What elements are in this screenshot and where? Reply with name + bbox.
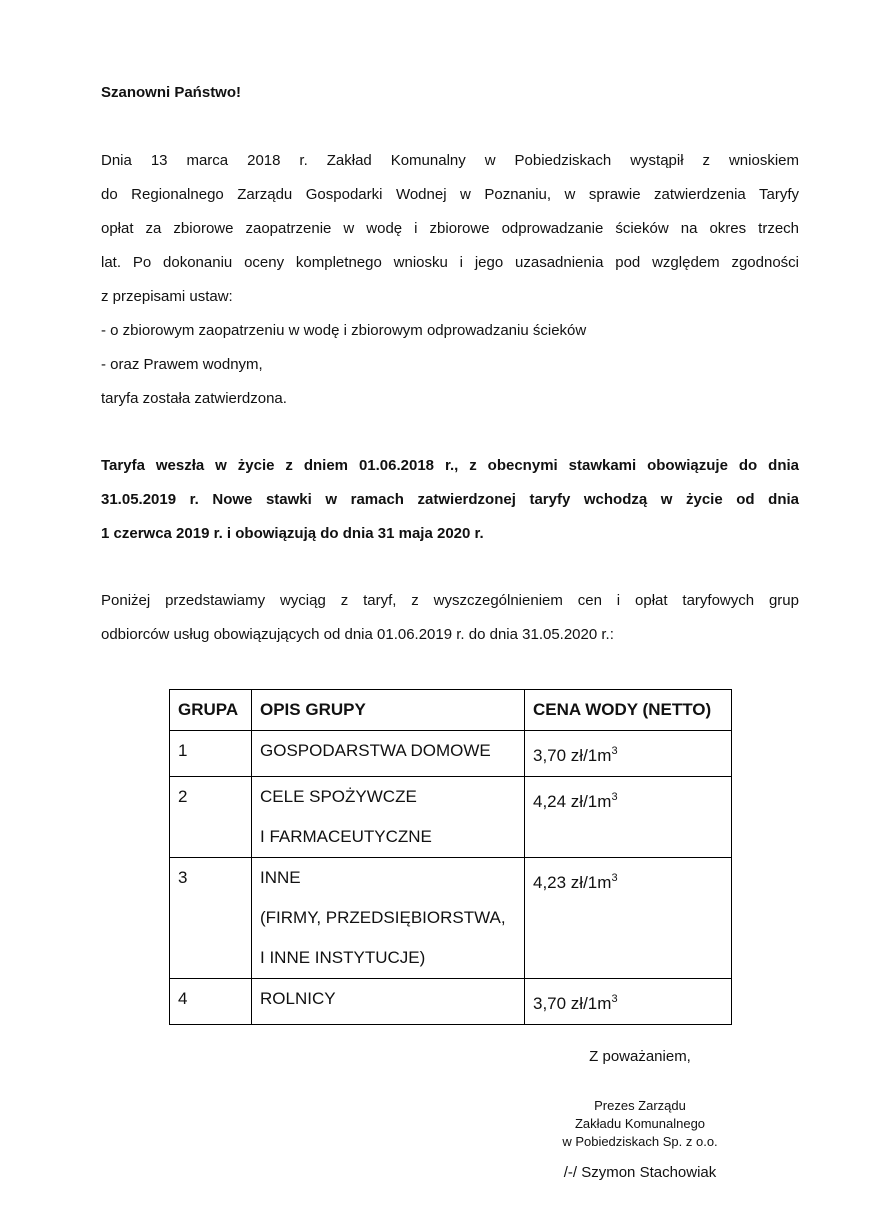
table-row: [170, 731, 732, 777]
intro-line: - oraz Prawem wodnym,: [101, 356, 263, 373]
intro-line: z przepisami ustaw:: [101, 288, 233, 305]
intro-line: Dnia 13 marca 2018 r. Zakład Komunalny w Pobiedziskach wystąpił z wnioskiem: [101, 152, 799, 169]
intro-line: opłat za zbiorowe zaopatrzenie w wodę i zbiorowe odprowadzanie ścieków na okres trzech: [101, 220, 799, 237]
group-cell: 1: [170, 731, 252, 777]
notice-line: 31.05.2019 r. Nowe stawki w ramach zatwierdzonej taryfy wchodzą w życie od dnia: [101, 491, 799, 508]
group-cell: 4: [170, 979, 252, 1025]
signer-name: /-/ Szymon Stachowiak: [563, 1164, 717, 1181]
table-header-row: [170, 690, 732, 731]
table-row: [170, 858, 732, 979]
group-cell: 2: [170, 777, 252, 858]
description-cell: INNE (FIRMY, PRZEDSIĘBIORSTWA, I INNE INSTYTUCJE): [252, 858, 525, 979]
excerpt-line: odbiorców usług obowiązujących od dnia 01.06.2019 r. do dnia 31.05.2020 r.:: [101, 626, 614, 643]
group-cell: 3: [170, 858, 252, 979]
notice-paragraph: [101, 449, 799, 551]
description-cell: CELE SPOŻYWCZE I FARMACEUTYCZNE: [252, 777, 525, 858]
description-cell: ROLNICY: [252, 979, 525, 1025]
price-cell: 4,24 $zł/1m^3$: [525, 777, 732, 858]
header-group: GRUPA: [170, 690, 252, 731]
notice-line: 1 czerwca 2019 r. i obowiązują do dnia 31 maja 2020 r.: [101, 525, 484, 542]
title-line: Zakładu Komunalnego: [574, 1116, 706, 1131]
excerpt-line: Poniżej przedstawiamy wyciąg z taryf, z wyszczególnieniem cen i opłat taryfowych grup: [101, 592, 799, 609]
price-cell: 3,70 $zł/1m^3$: [525, 731, 732, 777]
title-line: Prezes Zarządu: [594, 1098, 686, 1113]
intro-paragraph: [101, 144, 799, 416]
signatory-title: [540, 1097, 740, 1151]
intro-line: taryfa została zatwierdzona.: [101, 390, 287, 407]
intro-line: - o zbiorowym zaopatrzeniu w wodę i zbiorowym odprowadzaniu ścieków: [101, 322, 587, 339]
intro-line: lat. Po dokonaniu oceny kompletnego wniosku i jego uzasadnienia pod względem zgodności: [101, 254, 799, 271]
notice-line: Taryfa weszła w życie z dniem 01.06.2018 r., z obecnymi stawkami obowiązuje do dnia: [101, 457, 799, 474]
greeting: Szanowni Państwo!: [101, 84, 242, 101]
header-description: OPIS GRUPY: [252, 690, 525, 731]
tariff-table: [169, 689, 732, 1025]
title-line: w Pobiedziskach Sp. z o.o.: [562, 1134, 718, 1149]
intro-line: do Regionalnego Zarządu Gospodarki Wodnej w Poznaniu, w sprawie zatwierdzenia Taryfy: [101, 186, 799, 203]
table-row: [170, 979, 732, 1025]
price-cell: 4,23 $zł/1m^3$: [525, 858, 732, 979]
table-row: [170, 777, 732, 858]
description-cell: GOSPODARSTWA DOMOWE: [252, 731, 525, 777]
price-cell: 3,70 $zł/1m^3$: [525, 979, 732, 1025]
excerpt-paragraph: [101, 584, 799, 652]
header-price: CENA WODY (NETTO): [525, 690, 732, 731]
regards-line: Z poważaniem,: [589, 1048, 691, 1065]
